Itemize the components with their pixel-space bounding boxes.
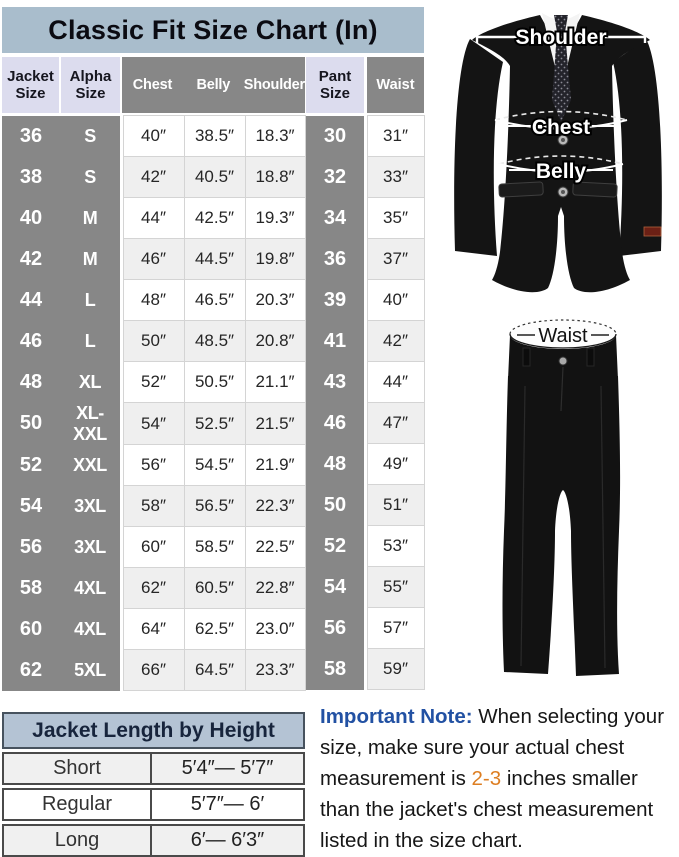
pant-table-row	[306, 608, 424, 649]
size-table-row	[2, 239, 305, 280]
cell-chest: 48″	[123, 280, 184, 321]
cell-pant-size: 30	[306, 116, 364, 157]
cell-pant-size: 54	[306, 567, 364, 608]
cell-belly: 58.5″	[184, 527, 245, 568]
cell-chest: 60″	[123, 527, 184, 568]
cell-chest: 52″	[123, 362, 184, 403]
cell-alpha-size: S	[60, 116, 120, 157]
pant-table-row	[306, 239, 424, 280]
header-chest: Chest	[132, 77, 173, 93]
cell-length-name: Long	[4, 826, 152, 855]
cell-waist: 31″	[367, 116, 424, 157]
cell-pant-size: 56	[306, 608, 364, 649]
header-pant-size: Pant Size	[306, 57, 364, 113]
cell-chest: 46″	[123, 239, 184, 280]
pant-table-row	[306, 444, 424, 485]
cell-belly: 48.5″	[184, 321, 245, 362]
cell-pant-size: 46	[306, 403, 364, 444]
cell-alpha-size: M	[60, 198, 120, 239]
jacket-button-bottom-center	[561, 190, 565, 194]
size-table-row	[2, 198, 305, 239]
pant-table-row	[306, 198, 424, 239]
cell-jacket-size: 52	[2, 445, 60, 486]
cell-pant-size: 58	[306, 649, 364, 690]
cell-pant-size: 36	[306, 239, 364, 280]
cell-shoulder: 21.1″	[245, 362, 305, 403]
cell-belly: 42.5″	[184, 198, 245, 239]
cell-shoulder: 21.9″	[245, 445, 305, 486]
cell-belly: 62.5″	[184, 609, 245, 650]
cell-alpha-size: XL	[60, 362, 120, 403]
cell-alpha-size: 4XL	[60, 609, 120, 650]
jacket-size-table	[2, 115, 306, 691]
cell-jacket-size: 48	[2, 362, 60, 403]
cell-waist: 35″	[367, 198, 424, 239]
header-measurements	[122, 57, 305, 113]
pant-table-row	[306, 526, 424, 567]
cell-alpha-size: 3XL	[60, 486, 120, 527]
cell-alpha-size: 4XL	[60, 568, 120, 609]
chart-title: Classic Fit Size Chart (In)	[2, 7, 424, 53]
jacket-right-sleeve	[613, 39, 662, 256]
size-table-row	[2, 321, 305, 362]
cell-chest: 44″	[123, 198, 184, 239]
cell-alpha-size: XXL	[60, 445, 120, 486]
cell-jacket-size: 40	[2, 198, 60, 239]
cell-shoulder: 19.3″	[245, 198, 305, 239]
cell-height-range: 5′4″— 5′7″	[181, 757, 274, 779]
length-table-row	[2, 788, 305, 821]
header-belly: Belly	[196, 77, 231, 93]
cell-height-range: 6′— 6′3″	[190, 829, 265, 851]
cell-pant-size: 39	[306, 280, 364, 321]
cell-waist: 40″	[367, 280, 424, 321]
pants-button	[559, 357, 567, 365]
cell-chest: 62″	[123, 568, 184, 609]
cell-jacket-size: 36	[2, 116, 60, 157]
cell-alpha-size: 3XL	[60, 527, 120, 568]
note-prefix: Important Note:	[320, 705, 473, 728]
cell-shoulder: 20.8″	[245, 321, 305, 362]
cell-shoulder: 19.8″	[245, 239, 305, 280]
cell-jacket-size: 46	[2, 321, 60, 362]
cell-jacket-size: 50	[2, 403, 60, 445]
cell-belly: 40.5″	[184, 157, 245, 198]
suit-jacket-figure	[437, 0, 679, 330]
size-table-row	[2, 445, 305, 486]
belt-loop-left	[523, 348, 530, 366]
cell-jacket-size: 38	[2, 157, 60, 198]
cell-belly: 52.5″	[184, 403, 245, 445]
pant-table-row	[306, 362, 424, 403]
cell-pant-size: 34	[306, 198, 364, 239]
cell-chest: 64″	[123, 609, 184, 650]
cell-jacket-size: 44	[2, 280, 60, 321]
size-table-row	[2, 157, 305, 198]
size-table-row	[2, 403, 305, 445]
size-table-row	[2, 362, 305, 403]
length-table-row	[2, 752, 305, 785]
important-note	[320, 701, 679, 856]
cell-alpha-size: XL-XXL	[60, 403, 120, 445]
cell-jacket-size: 54	[2, 486, 60, 527]
pant-table-row	[306, 403, 424, 444]
cell-waist: 42″	[367, 321, 424, 362]
cell-jacket-size: 62	[2, 650, 60, 691]
size-table-row	[2, 116, 305, 157]
header-jacket-size: Jacket Size	[2, 57, 59, 113]
cell-jacket-size: 42	[2, 239, 60, 280]
pant-table-row	[306, 116, 424, 157]
cell-shoulder: 22.8″	[245, 568, 305, 609]
size-table-row	[2, 650, 305, 691]
header-waist: Waist	[367, 57, 424, 113]
pant-table-row	[306, 567, 424, 608]
cell-chest: 56″	[123, 445, 184, 486]
cell-shoulder: 22.5″	[245, 527, 305, 568]
cell-belly: 54.5″	[184, 445, 245, 486]
cell-length-name: Regular	[4, 790, 152, 819]
cell-shoulder: 20.3″	[245, 280, 305, 321]
cell-shoulder: 23.3″	[245, 650, 305, 691]
cell-pant-size: 41	[306, 321, 364, 362]
cell-waist: 47″	[367, 403, 424, 444]
chest-label: Chest	[531, 116, 591, 139]
suit-pants-figure	[437, 316, 679, 690]
belt-loop-right	[587, 348, 594, 366]
length-table-title: Jacket Length by Height	[2, 712, 305, 749]
cell-belly: 56.5″	[184, 486, 245, 527]
cell-shoulder: 23.0″	[245, 609, 305, 650]
cell-chest: 40″	[123, 116, 184, 157]
cell-pant-size: 50	[306, 485, 364, 526]
header-alpha-size: Alpha Size	[61, 57, 120, 113]
shoulder-label: Shoulder	[515, 26, 607, 49]
cell-waist: 55″	[367, 567, 424, 608]
cell-pant-size: 48	[306, 444, 364, 485]
cell-waist: 44″	[367, 362, 424, 403]
belly-label: Belly	[535, 160, 587, 183]
cell-waist: 57″	[367, 608, 424, 649]
length-table	[2, 752, 305, 857]
note-highlight: 2-3	[471, 767, 502, 790]
cell-belly: 44.5″	[184, 239, 245, 280]
cell-jacket-size: 60	[2, 609, 60, 650]
right-pocket-flap	[573, 182, 618, 197]
cell-pant-size: 52	[306, 526, 364, 567]
size-table-row	[2, 609, 305, 650]
cell-alpha-size: M	[60, 239, 120, 280]
cell-chest: 58″	[123, 486, 184, 527]
cell-alpha-size: L	[60, 280, 120, 321]
cell-chest: 66″	[123, 650, 184, 691]
waist-label: Waist	[538, 325, 588, 347]
size-table-row	[2, 527, 305, 568]
left-pocket-flap	[499, 182, 544, 197]
cell-waist: 53″	[367, 526, 424, 567]
cell-chest: 50″	[123, 321, 184, 362]
cuff-tag	[644, 227, 661, 236]
pant-table-row	[306, 485, 424, 526]
cell-shoulder: 18.3″	[245, 116, 305, 157]
cell-pant-size: 32	[306, 157, 364, 198]
jacket-left-sleeve	[454, 39, 503, 256]
cell-chest: 54″	[123, 403, 184, 445]
size-table-row	[2, 486, 305, 527]
cell-belly: 50.5″	[184, 362, 245, 403]
cell-waist: 33″	[367, 157, 424, 198]
cell-shoulder: 22.3″	[245, 486, 305, 527]
size-table-row	[2, 568, 305, 609]
pant-table-row	[306, 321, 424, 362]
cell-height-range: 5′7″— 6′	[190, 793, 265, 815]
header-shoulder: Shoulder	[243, 77, 305, 93]
cell-waist: 37″	[367, 239, 424, 280]
pant-table-row	[306, 157, 424, 198]
pant-table-row	[306, 649, 424, 690]
cell-waist: 51″	[367, 485, 424, 526]
length-table-row	[2, 824, 305, 857]
cell-shoulder: 21.5″	[245, 403, 305, 445]
cell-jacket-size: 58	[2, 568, 60, 609]
note-text-2: inches smaller than the jacket's chest measurement listed in the size chart.	[320, 767, 654, 852]
cell-chest: 42″	[123, 157, 184, 198]
cell-alpha-size: L	[60, 321, 120, 362]
cell-waist: 49″	[367, 444, 424, 485]
cell-belly: 46.5″	[184, 280, 245, 321]
size-table-row	[2, 280, 305, 321]
cell-waist: 59″	[367, 649, 424, 690]
cell-pant-size: 43	[306, 362, 364, 403]
cell-jacket-size: 56	[2, 527, 60, 568]
cell-alpha-size: 5XL	[60, 650, 120, 691]
cell-belly: 64.5″	[184, 650, 245, 691]
cell-length-name: Short	[4, 754, 152, 783]
pant-size-table	[306, 115, 425, 690]
cell-belly: 60.5″	[184, 568, 245, 609]
cell-alpha-size: S	[60, 157, 120, 198]
cell-belly: 38.5″	[184, 116, 245, 157]
note-text-1: When selecting your size, make sure your actual chest measurement is	[320, 705, 665, 790]
cell-shoulder: 18.8″	[245, 157, 305, 198]
pant-table-row	[306, 280, 424, 321]
